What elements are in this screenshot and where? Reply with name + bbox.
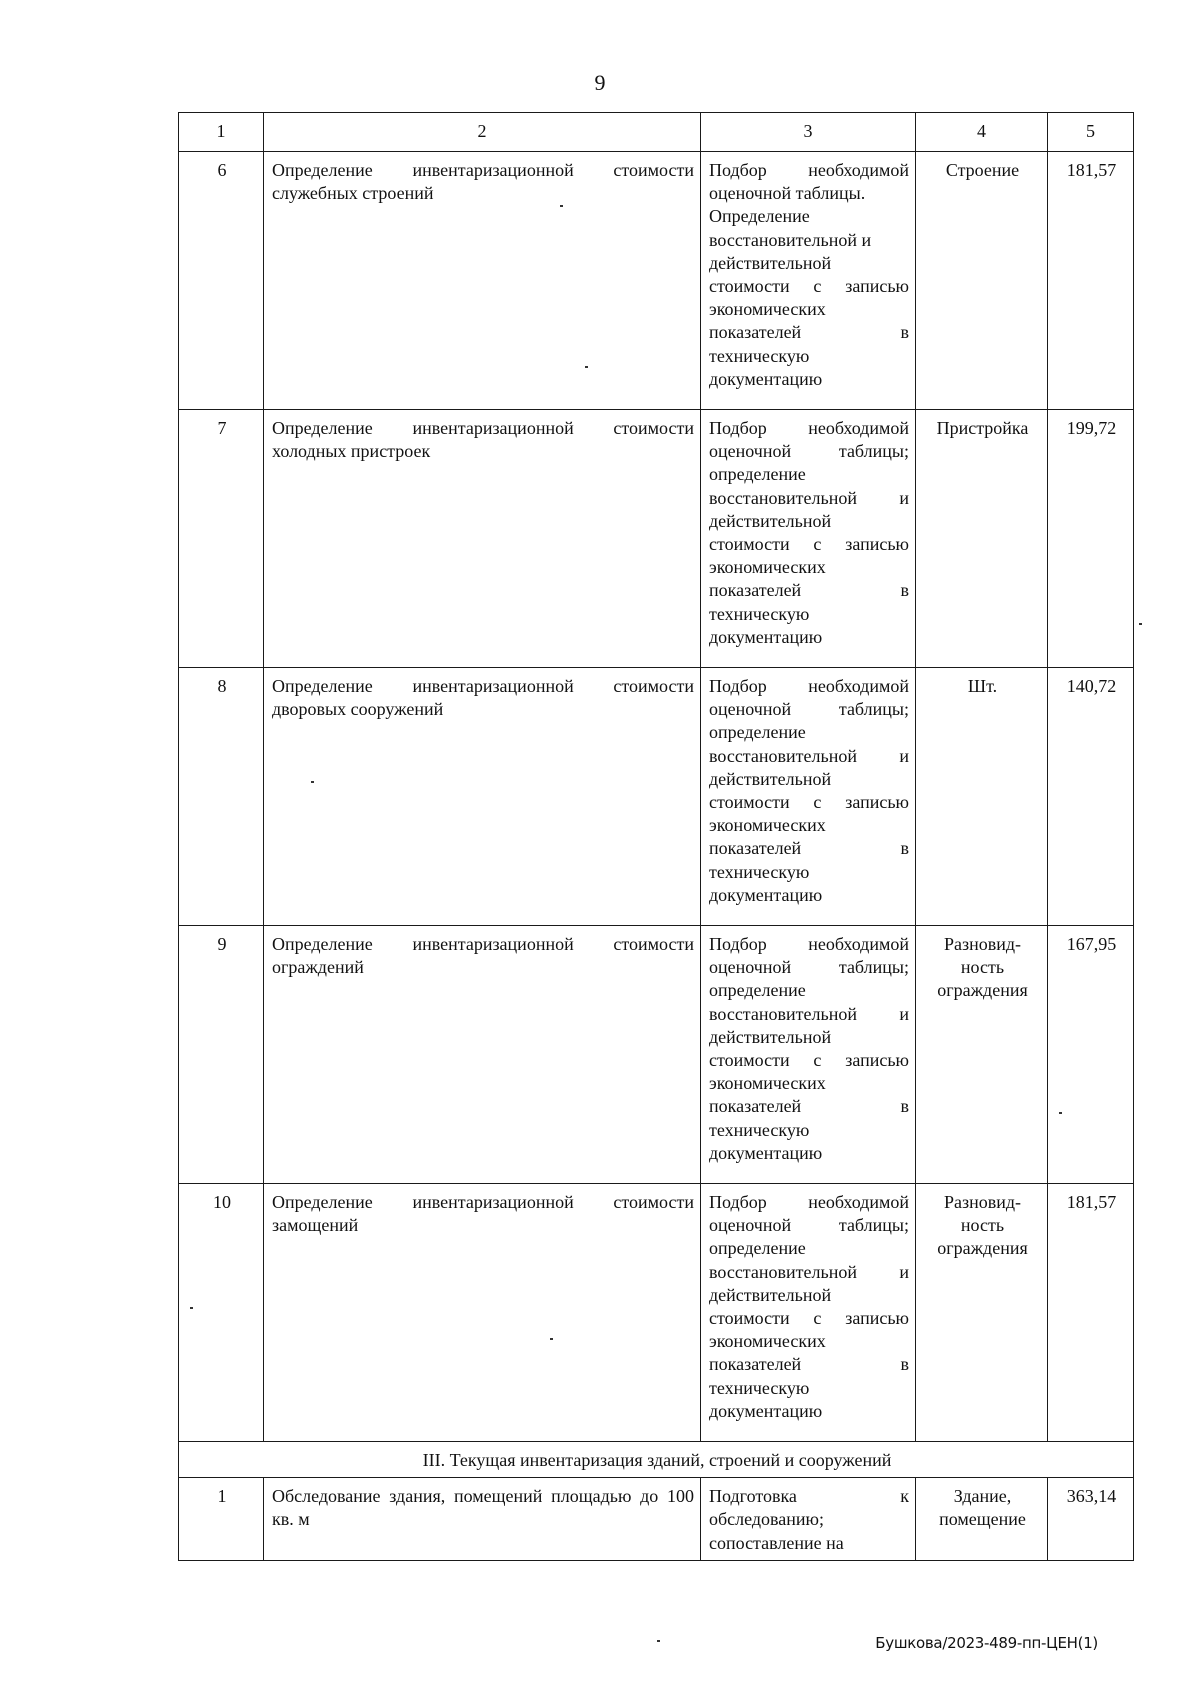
work-content: [701, 1184, 916, 1442]
tariff-table: [178, 112, 1134, 1561]
unit-line: Разновид-: [943, 934, 1022, 954]
unit-line: помещение: [939, 1509, 1026, 1530]
work-content-line: Подготовка к: [709, 1486, 909, 1507]
work-name: Определение инвентаризационной стоимости ограждений: [264, 926, 701, 1184]
price: 181,57: [1048, 152, 1134, 410]
work-content-line: оценочной таблицы;: [709, 441, 909, 462]
work-content-line: стоимости с записью: [709, 276, 909, 297]
work-content-line: экономических: [709, 299, 826, 320]
work-content-line: стоимости с записью: [709, 534, 909, 555]
work-content-line: документацию: [709, 1400, 823, 1421]
work-name: Определение инвентаризационной стоимости дворовых сооружений: [264, 668, 701, 926]
work-content-line: Подбор необходимой: [709, 676, 909, 696]
work-name: Определение инвентаризационной стоимости холодных пристроек: [264, 410, 701, 668]
work-content-line: техническую: [709, 1119, 810, 1140]
unit-of-measure: [916, 410, 1048, 668]
scan-speck: [560, 205, 563, 207]
row-number: 6: [179, 152, 264, 410]
price: 181,57: [1048, 1184, 1134, 1442]
scan-speck: [1139, 623, 1142, 625]
unit-line: ность: [960, 957, 1005, 978]
work-content-line: Подбор необходимой: [709, 1192, 909, 1212]
work-content: [701, 410, 916, 668]
work-content-line: оценочной таблицы;: [709, 957, 909, 978]
work-content-line: показателей в: [709, 838, 909, 859]
column-number: 2: [264, 113, 701, 152]
work-content-line: сопоставление на: [709, 1532, 844, 1553]
column-number: 4: [916, 113, 1048, 152]
column-number-row: [179, 113, 1134, 152]
work-content-line: стоимости с записью: [709, 1308, 909, 1329]
work-content: [701, 1478, 916, 1561]
work-content-line: документацию: [709, 884, 823, 905]
scan-speck: [190, 1307, 193, 1309]
unit-line: Шт.: [967, 676, 998, 696]
work-content: [701, 926, 916, 1184]
table-row: [179, 1478, 1134, 1561]
work-content-line: Определение: [709, 206, 810, 227]
work-content-line: восстановительной и: [709, 487, 909, 508]
price: 167,95: [1048, 926, 1134, 1184]
column-number: 3: [701, 113, 916, 152]
work-name: Определение инвентаризационной стоимости замощений: [264, 1184, 701, 1442]
table-row: [179, 926, 1134, 1184]
work-content-line: определение: [709, 722, 806, 743]
work-content-line: Подбор необходимой: [709, 934, 909, 954]
work-content-line: восстановительной и: [709, 1003, 909, 1024]
scan-speck: [657, 1640, 660, 1642]
work-content-line: документацию: [709, 1142, 823, 1163]
work-content-line: Подбор необходимой: [709, 418, 909, 438]
unit-line: ограждения: [937, 980, 1028, 1001]
row-number: 1: [179, 1478, 264, 1561]
work-content-line: действительной: [709, 510, 832, 531]
work-content-line: восстановительной и: [709, 745, 909, 766]
work-content-line: экономических: [709, 1331, 826, 1352]
section-heading: III. Текущая инвентаризация зданий, строений и сооружений: [179, 1442, 1134, 1478]
work-content-line: обследованию;: [709, 1509, 825, 1530]
unit-line: ность: [960, 1215, 1005, 1236]
work-content-line: документацию: [709, 368, 823, 389]
row-number: 9: [179, 926, 264, 1184]
unit-of-measure: [916, 926, 1048, 1184]
work-content-line: документацию: [709, 626, 823, 647]
work-content: [701, 668, 916, 926]
work-content-line: стоимости с записью: [709, 792, 909, 813]
table-row: [179, 152, 1134, 410]
row-number: 8: [179, 668, 264, 926]
work-content-line: показателей в: [709, 322, 909, 343]
section-heading-row: [179, 1442, 1134, 1478]
scan-speck: [1059, 1112, 1062, 1114]
unit-line: ограждения: [937, 1238, 1028, 1259]
work-content-line: определение: [709, 464, 806, 485]
work-content-line: стоимости с записью: [709, 1050, 909, 1071]
price: 140,72: [1048, 668, 1134, 926]
table-row: [179, 668, 1134, 926]
scan-speck: [585, 366, 588, 368]
work-content-line: техническую: [709, 345, 810, 366]
row-number: 7: [179, 410, 264, 668]
row-number: 10: [179, 1184, 264, 1442]
work-content-line: определение: [709, 980, 806, 1001]
work-content-line: оценочной таблицы.: [709, 183, 866, 204]
unit-of-measure: [916, 152, 1048, 410]
work-content-line: действительной: [709, 768, 832, 789]
work-name: Обследование здания, помещений площадью до 100 кв. м: [264, 1478, 701, 1561]
table-row: [179, 1184, 1134, 1442]
document-stamp: Бушкова/2023-489-пп-ЦЕН(1): [875, 1634, 1098, 1652]
work-content-line: определение: [709, 1238, 806, 1259]
unit-of-measure: [916, 1184, 1048, 1442]
work-content-line: восстановительной и: [709, 1261, 909, 1282]
scan-speck: [550, 1338, 553, 1340]
unit-line: Строение: [945, 160, 1020, 180]
work-content-line: экономических: [709, 815, 826, 836]
work-content-line: оценочной таблицы;: [709, 699, 909, 720]
work-content-line: действительной: [709, 252, 832, 273]
work-name: Определение инвентаризационной стоимости служебных строений: [264, 152, 701, 410]
price: 363,14: [1048, 1478, 1134, 1561]
work-content-line: экономических: [709, 1073, 826, 1094]
column-number: 1: [179, 113, 264, 152]
page-number: 9: [594, 70, 606, 95]
table-row: [179, 410, 1134, 668]
unit-line: Здание,: [953, 1486, 1012, 1507]
work-content-line: показателей в: [709, 1354, 909, 1375]
work-content-line: техническую: [709, 603, 810, 624]
unit-line: Разновид-: [943, 1192, 1022, 1212]
work-content-line: экономических: [709, 557, 826, 578]
work-content-line: действительной: [709, 1026, 832, 1047]
column-number: 5: [1048, 113, 1134, 152]
work-content: [701, 152, 916, 410]
work-content-line: действительной: [709, 1284, 832, 1305]
work-content-line: восстановительной и: [709, 229, 872, 250]
work-content-line: показателей в: [709, 1096, 909, 1117]
unit-line: Пристройка: [936, 418, 1029, 438]
unit-of-measure: [916, 668, 1048, 926]
work-content-line: техническую: [709, 1377, 810, 1398]
price: 199,72: [1048, 410, 1134, 668]
scan-speck: [311, 781, 314, 783]
unit-of-measure: [916, 1478, 1048, 1561]
work-content-line: Подбор необходимой: [709, 160, 909, 180]
work-content-line: техническую: [709, 861, 810, 882]
work-content-line: показателей в: [709, 580, 909, 601]
work-content-line: оценочной таблицы;: [709, 1215, 909, 1236]
